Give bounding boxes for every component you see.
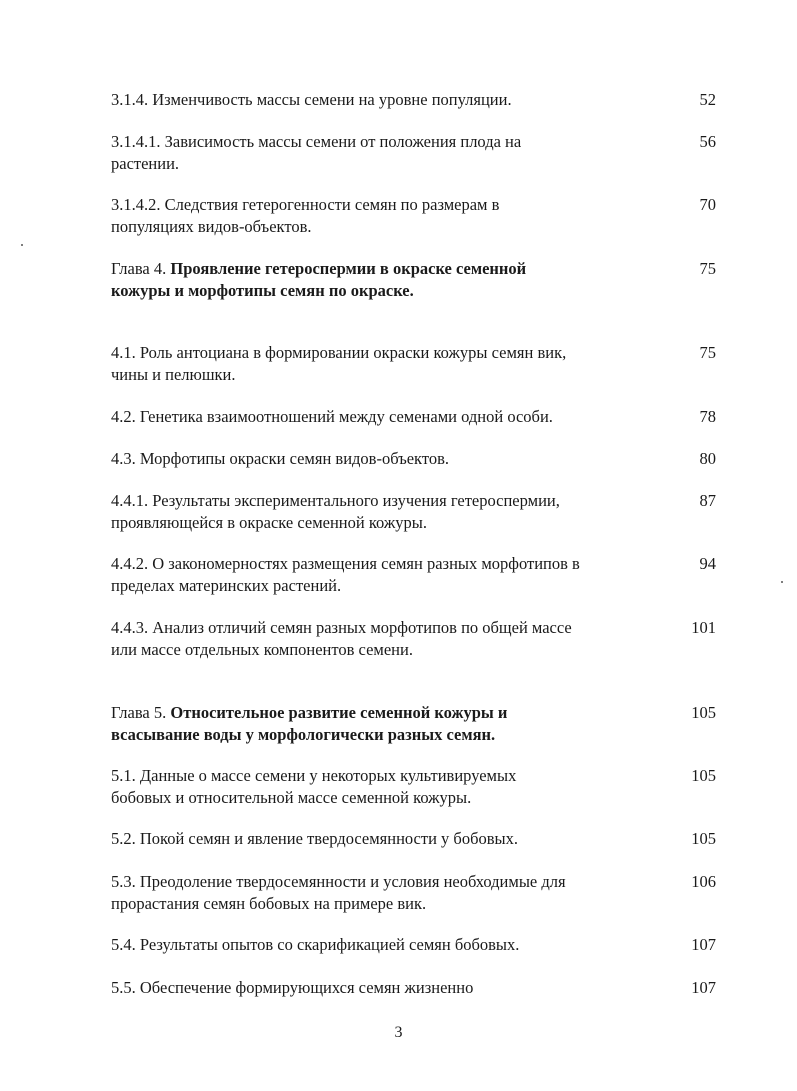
- toc-entry-page: 101: [691, 618, 716, 637]
- page-number: 3: [394, 1024, 403, 1041]
- toc-entry-page: 70: [699, 195, 716, 214]
- toc-entry-page: 105: [691, 829, 716, 848]
- toc-entry-page: 106: [691, 872, 716, 891]
- scan-speck: [781, 581, 783, 583]
- chapter-prefix: Глава 5.: [111, 703, 171, 722]
- toc-entry-text: 5.2. Покой семян и явление твердосемянности у бобовых.: [111, 829, 518, 848]
- toc-entry-page: 94: [699, 554, 716, 573]
- toc-entry-text: 4.1. Роль антоциана в формировании окраски кожуры семян вик, чины и пелюшки.: [111, 343, 567, 384]
- toc-entry-text: [111, 258, 651, 302]
- toc-entry-text: 4.4.3. Анализ отличий семян разных морфотипов по общей массе или массе отдельных компонентов семени.: [111, 618, 572, 659]
- toc-entry-page: 87: [699, 491, 716, 510]
- toc-entry-text: 3.1.4.2. Следствия гетерогенности семян по размерам в популяциях видов-объектов.: [111, 195, 500, 236]
- chapter-title: Относительное развитие семенной кожуры и всасывание воды у морфологически разных семян.: [111, 703, 508, 744]
- toc-entry-text: 5.1. Данные о массе семени у некоторых культивируемых бобовых и относительной массе семенной кожуры.: [111, 766, 517, 807]
- toc-entry-page: 78: [699, 407, 716, 426]
- toc-entry-page: 105: [691, 766, 716, 785]
- scan-speck: [21, 244, 23, 246]
- toc-entry-text: 5.5. Обеспечение формирующихся семян жизненно: [111, 978, 474, 997]
- chapter-prefix: Глава 4.: [111, 259, 171, 278]
- toc-entry-text: 4.2. Генетика взаимоотношений между семенами одной особи.: [111, 407, 553, 426]
- toc-entry-text: 3.1.4.1. Зависимость массы семени от положения плода на растении.: [111, 132, 522, 173]
- toc-entry-page: 107: [691, 935, 716, 954]
- toc-entry-text: 3.1.4. Изменчивость массы семени на уровне популяции.: [111, 90, 512, 109]
- toc-entry-page: 52: [699, 90, 716, 109]
- toc-entry-page: 80: [699, 449, 716, 468]
- toc-entry-text: 5.3. Преодоление твердосемянности и условия необходимые для прорастания семян бобовых на примере вик.: [111, 872, 566, 913]
- toc-entry-page: 75: [699, 259, 716, 278]
- toc-entry-page: 56: [699, 132, 716, 151]
- chapter-title: Проявление гетероспермии в окраске семенной кожуры и морфотипы семян по окраске.: [111, 259, 527, 300]
- toc-entry-text: [111, 702, 651, 746]
- toc-entry-text: 5.4. Результаты опытов со скарификацией семян бобовых.: [111, 935, 520, 954]
- toc-entry-page: 75: [699, 343, 716, 362]
- toc-entry-text: 4.4.2. О закономерностях размещения семян разных морфотипов в пределах материнских растений.: [111, 554, 580, 595]
- toc-entry-text: 4.3. Морфотипы окраски семян видов-объектов.: [111, 449, 450, 468]
- toc-entry-page: 107: [691, 978, 716, 997]
- toc-entry-text: 4.4.1. Результаты экспериментального изучения гетероспермии, проявляющейся в окраске семенной кожуры.: [111, 491, 560, 532]
- toc-entry-page: 105: [691, 703, 716, 722]
